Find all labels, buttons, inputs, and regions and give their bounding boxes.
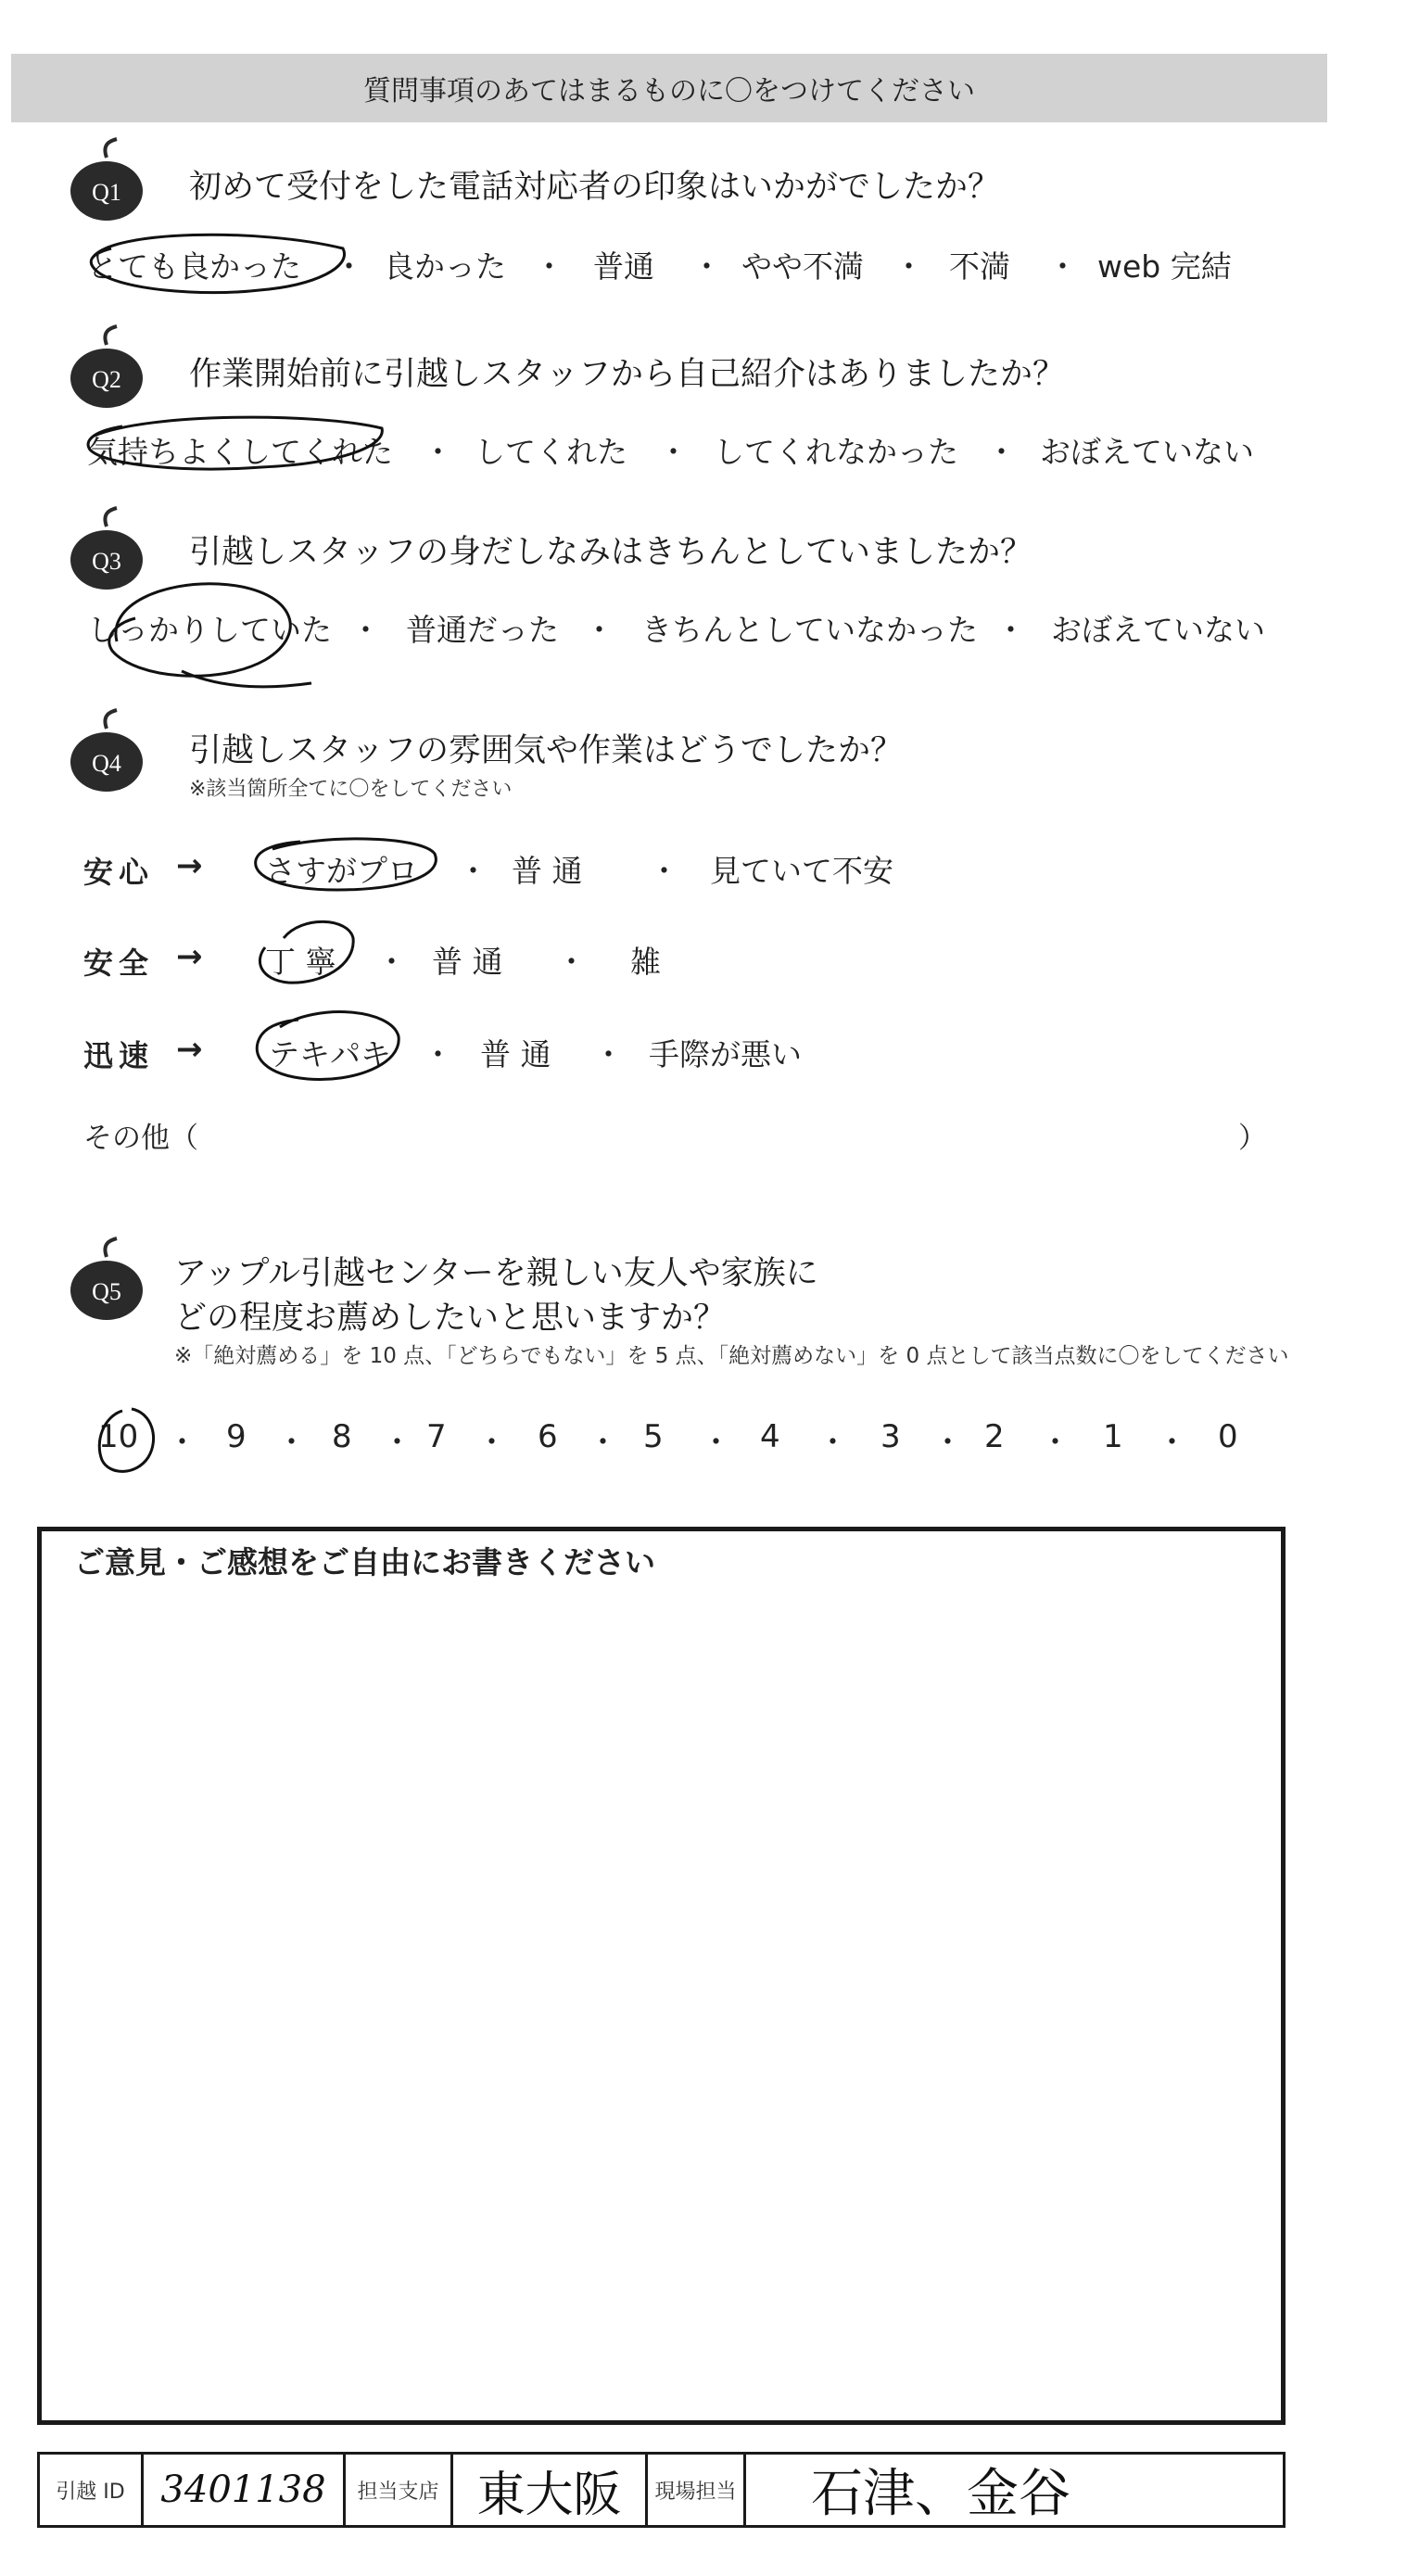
apple-badge-icon [69,324,145,410]
branch-label-cell [346,2455,453,2525]
separator: ・ [986,434,1017,470]
arrow-right-icon: → [176,1031,203,1068]
q4-jinsoku-option-3[interactable]: 手際が悪い [649,1036,802,1072]
q4-jinsoku-option-2[interactable]: 普 通 [480,1036,551,1072]
q3-option-4[interactable]: おぼえていない [1051,612,1265,648]
separator: ・ [588,1424,618,1460]
staff-value: 石津、金谷 [811,2464,1070,2524]
q4-anshin-option-2[interactable]: 普 通 [512,853,583,889]
staff-label: 現場担当 [654,2480,737,2504]
separator: ・ [691,248,722,285]
q5-score-9[interactable]: 9 [226,1418,247,1455]
q5-score-10[interactable]: 10 [98,1418,139,1455]
separator: ・ [658,434,689,470]
footer-table [37,2452,1286,2528]
q4-anzen-option-3[interactable]: 雑 [630,944,661,980]
q5-badge-label: Q5 [92,1278,121,1305]
arrow-right-icon: → [176,938,203,975]
q3-handwritten-circle [80,567,321,697]
branch-value: 東大阪 [476,2467,622,2523]
q4-row-label: 安全 [83,945,155,981]
q4-jinsoku-handwritten-circle [243,999,410,1092]
separator: ・ [376,944,407,980]
separator: ・ [350,612,381,648]
q1-badge-label: Q1 [92,179,121,206]
move-id-label: 引越 ID [56,2480,125,2504]
separator: ・ [817,1424,848,1460]
q5-note: ※「絶対薦める」を 10 点、「どちらでもない」を 5 点、「絶対薦めない」を 0 点として該当点数に〇をしてください [174,1344,1289,1368]
q1-option-1[interactable]: とても良かった [87,248,301,285]
q5-score-3[interactable]: 3 [880,1418,901,1455]
separator: ・ [534,248,564,285]
q4-anzen-handwritten-circle [247,910,367,994]
q4-badge [69,708,145,793]
separator: ・ [423,1036,453,1072]
separator: ・ [458,853,488,889]
staff-label-cell [648,2455,746,2525]
q5-score-0[interactable]: 0 [1218,1418,1238,1455]
q1-badge [69,137,145,222]
form-header [11,54,1327,122]
move-id-value-cell [144,2455,346,2525]
q1-option-3[interactable]: 普通 [593,248,654,285]
q5-handwritten-circle [85,1400,169,1483]
q5-score-6[interactable]: 6 [538,1418,558,1455]
q4-row-label: 迅速 [83,1038,155,1073]
arrow-right-icon: → [176,847,203,884]
q2-badge [69,324,145,410]
separator: ・ [382,1424,412,1460]
q5-score-4[interactable]: 4 [760,1418,780,1455]
q2-question: 作業開始前に引越しスタッフから自己紹介はありましたか？ [189,356,1066,393]
apple-badge-icon [69,708,145,793]
q3-option-2[interactable]: 普通だった [406,612,559,648]
separator: ・ [995,612,1026,648]
q5-question-line2: どの程度お薦めしたいと思いますか？ [174,1300,727,1337]
q3-option-1[interactable]: しっかりしていた [87,612,332,648]
q2-option-4[interactable]: おぼえていない [1040,434,1254,470]
q4-anzen-option-1[interactable]: 丁 寧 [265,944,336,980]
separator: ・ [701,1424,731,1460]
separator: ・ [649,853,679,889]
q2-option-1[interactable]: 気持ちよくしてくれた [87,434,393,470]
separator: ・ [556,944,587,980]
q4-other-label: その他（ [83,1122,198,1155]
q4-note: ※該当箇所全てに〇をしてください [189,778,513,801]
separator: ・ [593,1036,624,1072]
separator: ・ [276,1424,307,1460]
q4-other-field[interactable] [195,1114,1233,1151]
q2-option-2[interactable]: してくれた [475,434,627,470]
q4-anzen-option-2[interactable]: 普 通 [432,944,503,980]
move-id-label-cell [40,2455,144,2525]
header-title: 質問事項のあてはまるものに〇をつけてください [363,75,975,108]
q5-score-2[interactable]: 2 [984,1418,1005,1455]
separator: ・ [1047,248,1078,285]
q5-question-line1: アップル引越センターを親しい友人や家族に [174,1255,818,1292]
q3-option-3[interactable]: きちんとしていなかった [641,612,978,648]
separator: ・ [1040,1424,1070,1460]
q1-option-4[interactable]: やや不満 [741,248,864,285]
separator: ・ [1157,1424,1187,1460]
separator: ・ [423,434,453,470]
q4-anshin-handwritten-circle [245,831,449,905]
q4-row-label: 安心 [83,855,155,890]
q5-score-8[interactable]: 8 [332,1418,352,1455]
q1-question: 初めて受付をした電話対応者の印象はいかがでしたか？ [189,169,1001,206]
separator: ・ [334,248,364,285]
comments-box[interactable] [37,1527,1286,2425]
q5-score-5[interactable]: 5 [643,1418,664,1455]
q4-anshin-option-1[interactable]: さすがプロ [265,853,418,889]
separator: ・ [893,248,924,285]
q1-handwritten-circle [74,221,352,304]
q5-badge [69,1237,145,1322]
q2-badge-label: Q2 [92,366,121,393]
q4-anshin-option-3[interactable]: 見ていて不安 [710,853,893,889]
q5-score-1[interactable]: 1 [1103,1418,1123,1455]
branch-value-cell [453,2455,648,2525]
q5-score-7[interactable]: 7 [426,1418,447,1455]
staff-value-cell [746,2455,1283,2525]
apple-badge-icon [69,137,145,222]
q2-handwritten-circle [76,408,391,482]
separator: ・ [932,1424,963,1460]
move-id-value: 3401138 [160,2468,326,2511]
apple-badge-icon [69,1237,145,1322]
q4-other-close: ） [1238,1122,1267,1155]
q1-option-6[interactable]: web 完結 [1097,248,1232,285]
q1-option-2[interactable]: 良かった [384,248,506,285]
q3-badge-label: Q3 [92,548,121,575]
separator: ・ [584,612,614,648]
q4-badge-label: Q4 [92,750,121,777]
separator: ・ [167,1424,197,1460]
comments-title: ご意見・ご感想をご自由にお書きください [74,1544,655,1580]
q3-question: 引越しスタッフの身だしなみはきちんとしていましたか？ [189,534,1033,571]
q4-jinsoku-option-1[interactable]: テキパキ [269,1036,391,1072]
branch-label: 担当支店 [357,2480,439,2504]
separator: ・ [476,1424,507,1460]
q2-option-3[interactable]: してくれなかった [714,434,958,470]
q4-question: 引越しスタッフの雰囲気や作業はどうでしたか？ [189,732,904,769]
q1-option-5[interactable]: 不満 [949,248,1010,285]
